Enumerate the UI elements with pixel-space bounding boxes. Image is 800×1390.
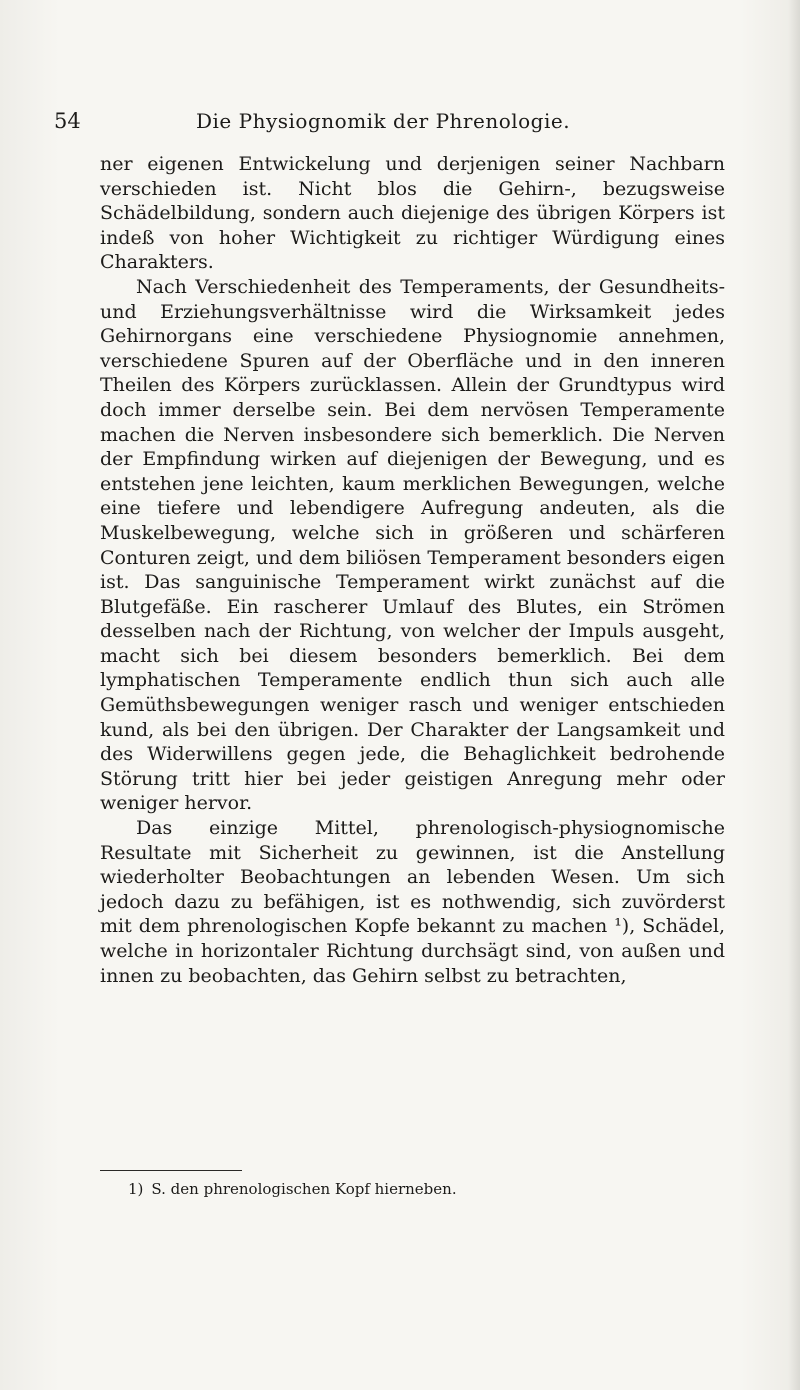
paragraph-temperament: Nach Verschiedenheit des Temperaments, der Gesundheits- und Erziehungsverhältnisse wird die Wirksamkeit jedes Gehirnorgans eine verschiedene Physiognomie annehmen, verschiedene Spuren auf der Oberfläche und in den inneren Theilen des Körpers zurücklassen. Allein der Grundtypus wird doch immer derselbe sein. Bei dem nervösen Temperamente machen die Nerven insbesondere sich bemerklich. Die Nerven der Empfindung wirken auf diejenigen der Bewegung, und es entstehen jene leichten, kaum merklichen Bewegungen, welche eine tiefere und lebendigere Aufregung andeuten, als die Muskelbewegung, welche sich in größeren und schärferen Conturen zeigt, und dem biliösen Temperament besonders eigen ist. Das sanguinische Temperament wirkt zunächst auf die Blutgefäße. Ein rascherer Umlauf des Blutes, ein Strömen desselben nach der Richtung, von welcher der Impuls ausgeht, macht sich bei diesem besonders bemerklich. Bei dem lymphatischen Temperamente endlich thun sich auch alle Gemüthsbewegungen weniger rasch und weniger entschieden kund, als bei den übrigen. Der Charakter der Langsamkeit und des Widerwillens gegen jede, die Behaglichkeit bedrohende Störung tritt hier bei jeder geistigen Anregung mehr oder weniger hervor.	[100, 275, 725, 815]
footnote-text: S. den phrenologischen Kopf hierneben.	[151, 1180, 457, 1198]
page-edge-shadow	[788, 0, 800, 1390]
paragraph-method: Das einzige Mittel, phrenologisch-physiognomische Resultate mit Sicherheit zu gewinnen, ist die Anstellung wiederholter Beobachtungen an lebenden Wesen. Um sich jedoch dazu zu befähigen, ist es nothwendig, sich zuvörderst mit dem phrenologischen Kopfe bekannt zu machen ¹), Schädel, welche in horizontaler Richtung durchsägt sind, von außen und innen zu beobachten, das Gehirn selbst zu betrachten,	[100, 817, 725, 987]
paragraph-continuation: ner eigenen Entwickelung und derjenigen seiner Nachbarn verschieden ist. Nicht blos die Gehirn-, bezugsweise Schädelbildung, sondern auch diejenige des übrigen Körpers ist indeß von hoher Wichtigkeit zu richtiger Würdigung eines Charakters.	[100, 153, 725, 274]
body-text	[100, 152, 725, 988]
footnote	[128, 1178, 728, 1200]
footnote-separator	[100, 1170, 242, 1171]
running-title: Die Physiognomik der Phrenologie.	[196, 109, 571, 133]
page-header	[54, 104, 746, 138]
page-number: 54	[54, 109, 81, 133]
footnote-mark: 1)	[128, 1180, 144, 1198]
